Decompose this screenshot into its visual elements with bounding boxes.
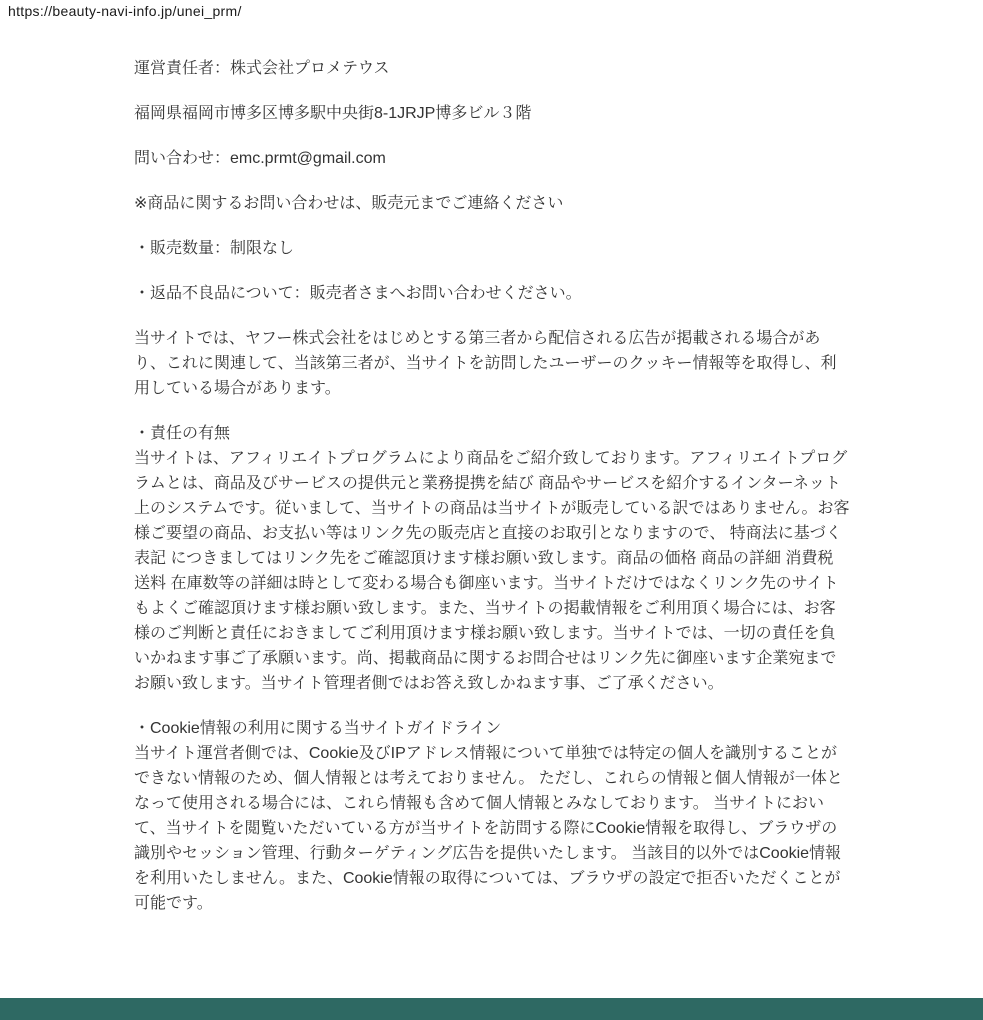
responsibility-body: 当サイトは、アフィリエイトプログラムにより商品をご紹介致しております。アフィリエイトプログラムとは、商品及びサービスの提供元と業務提携を結び 商品やサービスを紹介するインターネット上のシステムです。従いまして、当サイトの商品は当サイトが販売している訳ではありません。お客様ご要望の商品、お支払い等はリンク先の販売店と直接のお取引となりますので、 特商法に基づく表記 につきましてはリンク先をご確認頂けます様お願い致します。商品の価格 商品の詳細 消費税 送料 在庫数等の詳細は時として変わる場合も御座います。当サイトだけではなくリンク先のサイトもよくご確認頂けます様お願い致します。また、当サイトの掲載情報をご利用頂く場合には、お客様のご判断と責任におきましてご利用頂けます様お願い致します。当サイトでは、一切の責任を負いかねます事ご了承願います。尚、掲載商品に関するお問合せはリンク先に御座います企業宛までお願い致します。当サイト管理者側ではお答え致しかねます事、ご了承ください。	[134, 450, 850, 692]
returns-line: ・返品不良品について：販売者さまへお問い合わせください。	[134, 285, 582, 302]
cookie-guideline-body: 当サイト運営者側では、Cookie及びIPアドレス情報について単独では特定の個人を識別することができない情報のため、個人情報とは考えておりません。 ただし、これらの情報と個人情報が一体となって使用される場合には、これら情報も含めて個人情報とみなしております。 当サイトにおいて、当サイトを閲覧いただいている方が当サイトを訪問する際にCookie情報を取得し、ブラウザの識別やセッション管理、行動ターゲティング広告を提供いたします。 当該目的以外ではCookie情報を利用いたしません。また、Cookie情報の取得については、ブラウザの設定で拒否いただくことが可能です。	[134, 745, 843, 912]
legal-info-content	[134, 56, 850, 936]
contact-email-line: 問い合わせ：emc.prmt@gmail.com	[134, 150, 386, 167]
operator-line: 運営責任者：株式会社プロメテウス	[134, 60, 390, 77]
responsibility-paragraph	[134, 421, 850, 696]
cookie-guideline-heading: ・Cookie情報の利用に関する当サイトガイドライン	[134, 720, 502, 737]
address-line: 福岡県福岡市博多区博多駅中央街8-1JRJP博多ビル３階	[134, 105, 532, 122]
page-url-text: https://beauty-navi-info.jp/unei_prm/	[8, 3, 242, 19]
footer-theme-bar	[0, 998, 983, 1020]
cookie-guideline-paragraph	[134, 716, 850, 916]
sales-quantity-line: ・販売数量：制限なし	[134, 240, 295, 257]
product-inquiry-note: ※商品に関するお問い合わせは、販売元までご連絡ください	[134, 195, 564, 212]
third-party-ads-paragraph: 当サイトでは、ヤフー株式会社をはじめとする第三者から配信される広告が掲載される場合があり、これに関連して、当該第三者が、当サイトを訪問したユーザーのクッキー情報等を取得し、利用している場合があります。	[134, 330, 837, 397]
responsibility-heading: ・責任の有無	[134, 425, 231, 442]
